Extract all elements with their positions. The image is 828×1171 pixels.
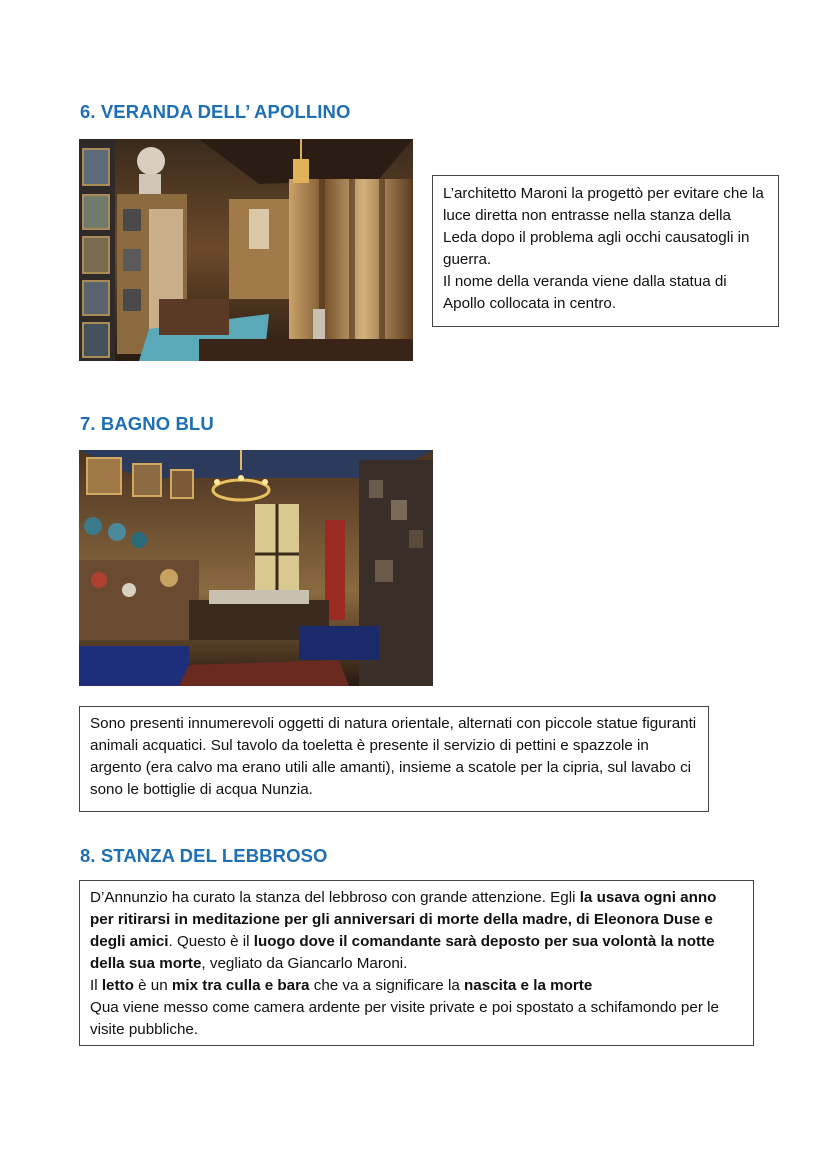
bold-run: letto — [101, 977, 134, 994]
veranda-photo — [79, 139, 413, 361]
text-run: è un — [133, 977, 172, 994]
section-heading-veranda: 6. VERANDA DELL’ APOLLINO — [80, 101, 351, 122]
veranda-paragraph-1: L’architetto Maroni la progettò per evitare che la luce diretta non entrasse nella stanza della Leda dopo il problema agli occhi causatogli in guerra. — [443, 185, 764, 268]
lebbroso-paragraph-3: Qua viene messo come camera ardente per visite private e poi spostato a schifamondo per le visite pubbliche. — [90, 999, 719, 1038]
section-heading-bagno: 7. BAGNO BLU — [80, 413, 214, 434]
text-run: che va a significare la — [309, 977, 464, 994]
text-run: Il — [90, 977, 102, 994]
text-run: . Questo è il — [168, 933, 254, 950]
bold-run: nascita e la morte — [464, 977, 593, 994]
section-heading-lebbroso: 8. STANZA DEL LEBBROSO — [80, 845, 328, 866]
text-run: , vegliato da Giancarlo Maroni. — [201, 955, 408, 972]
lebbroso-description — [79, 880, 754, 1046]
lebbroso-paragraph-2 — [90, 975, 743, 997]
bathroom-photo — [79, 450, 433, 686]
lebbroso-paragraph-1 — [90, 887, 743, 975]
veranda-paragraph-2: Il nome della veranda viene dalla statua di Apollo collocata in centro. — [443, 273, 727, 312]
bathroom-description — [79, 706, 709, 812]
text-run: D’Annunzio ha curato la stanza del lebbroso con grande attenzione. Egli — [90, 889, 580, 906]
veranda-description — [432, 175, 779, 327]
bold-run: mix tra culla e bara — [171, 977, 310, 994]
bold-run: la usava ogni anno per ritirarsi in meditazione per gli anniversari di morte della madre, di Eleonora Duse e degli amici — [90, 889, 717, 950]
bold-run: luogo dove il comandante sarà deposto per sua volontà la notte della sua morte — [90, 933, 715, 972]
bathroom-paragraph: Sono presenti innumerevoli oggetti di natura orientale, alternati con piccole statue figuranti animali acquatici. Sul tavolo da toeletta è presente il servizio di pettini e spazzole in argento (era calvo ma erano utili alle amanti), insieme a scatole per la cipria, sul lavabo ci sono le bottiglie di acqua Nunzia. — [90, 715, 697, 798]
